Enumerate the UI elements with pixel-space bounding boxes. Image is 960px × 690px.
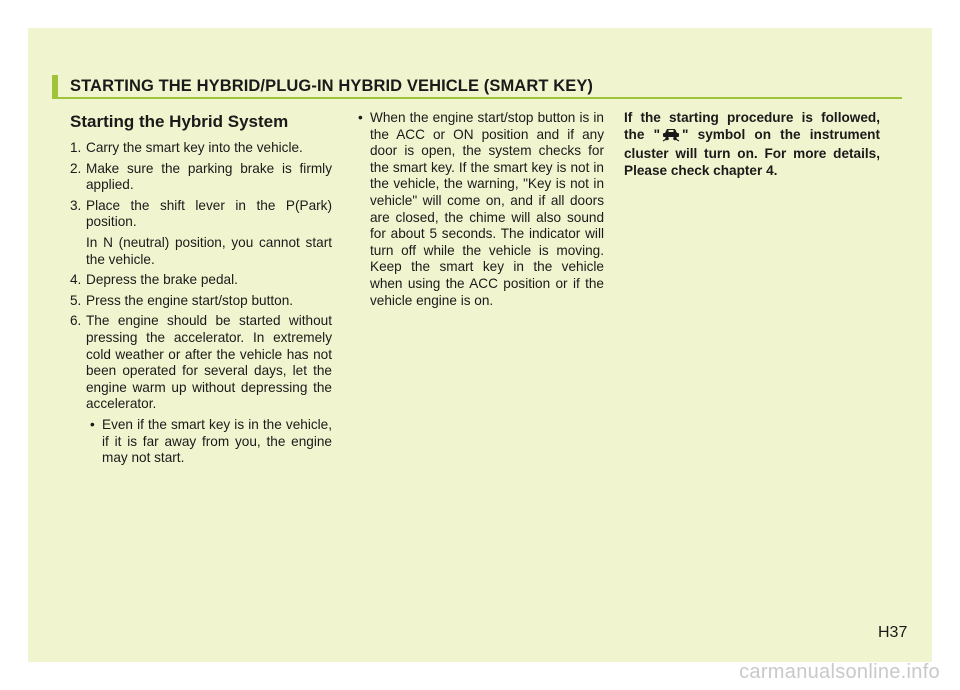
step-3-note: In N (neutral) position, you cannot start the vehicle. (86, 234, 332, 267)
bullet-item (86, 417, 332, 467)
watermark: carmanualsonline.info (739, 661, 940, 683)
header-accent-bar (52, 75, 58, 97)
step-3 (70, 198, 332, 231)
section-title: Starting the Hybrid System (70, 112, 289, 131)
step-text: Depress the brake pedal. (86, 272, 238, 288)
column-1 (70, 110, 332, 471)
note-text-start: If the starting procedure is followed, the " (624, 110, 880, 142)
bullet-text: Even if the smart key is in the vehicle, if it is far away from you, the engine may not start. (102, 416, 332, 466)
ready-car-icon (661, 127, 681, 147)
note-text-end: " symbol on the instrument cluster will turn on. For more details, Please check chapter 4. (624, 126, 880, 178)
step-number: 1. (70, 140, 82, 155)
step-4 (70, 272, 332, 289)
step-text: Carry the smart key into the vehicle. (86, 140, 303, 155)
step-6 (70, 313, 332, 466)
column-2 (354, 110, 604, 309)
step-1 (70, 140, 332, 157)
step-text: Place the shift lever in the P(Park) position. (86, 197, 332, 230)
step-number: 4. (70, 272, 82, 288)
section-header (52, 74, 593, 98)
step-5 (70, 293, 332, 310)
header-rule (52, 97, 902, 99)
step-2 (70, 161, 332, 194)
step-number: 2. (70, 160, 82, 176)
step-number: 5. (70, 292, 82, 308)
step-text: Press the engine start/stop button. (86, 292, 294, 308)
page-number: H37 (878, 624, 908, 641)
bullet-item (354, 110, 604, 309)
bullet-text: When the engine start/stop button is in the ACC or ON position and if any door is open, the system checks for the smart key. If the smart key is not in the vehicle, the warning, "Key is not in vehicle" will come on, and if all doors are closed, the chime will also sound for about 5 seconds. The indicator will turn off while the vehicle is moving. Keep the smart key in the vehicle when using the ACC position or if the vehicle engine is on. (370, 110, 604, 308)
ready-indicator-note (624, 110, 880, 179)
step-number: 6. (70, 313, 82, 329)
steps-list (70, 140, 332, 231)
step-text: The engine should be started without pressing the accelerator. In extremely cold weather or after the vehicle has not been operated for several days, let the engine warm up without depressing the accelerator. (86, 313, 332, 412)
bullet-dot: • (90, 416, 95, 432)
step-text: Make sure the parking brake is firmly applied. (86, 160, 332, 193)
steps-list-continued (70, 272, 332, 467)
step-number: 3. (70, 197, 82, 213)
header-title: STARTING THE HYBRID/PLUG-IN HYBRID VEHICLE (SMART KEY) (70, 76, 594, 95)
bullet-dot: • (358, 110, 363, 125)
column-3 (624, 110, 880, 179)
